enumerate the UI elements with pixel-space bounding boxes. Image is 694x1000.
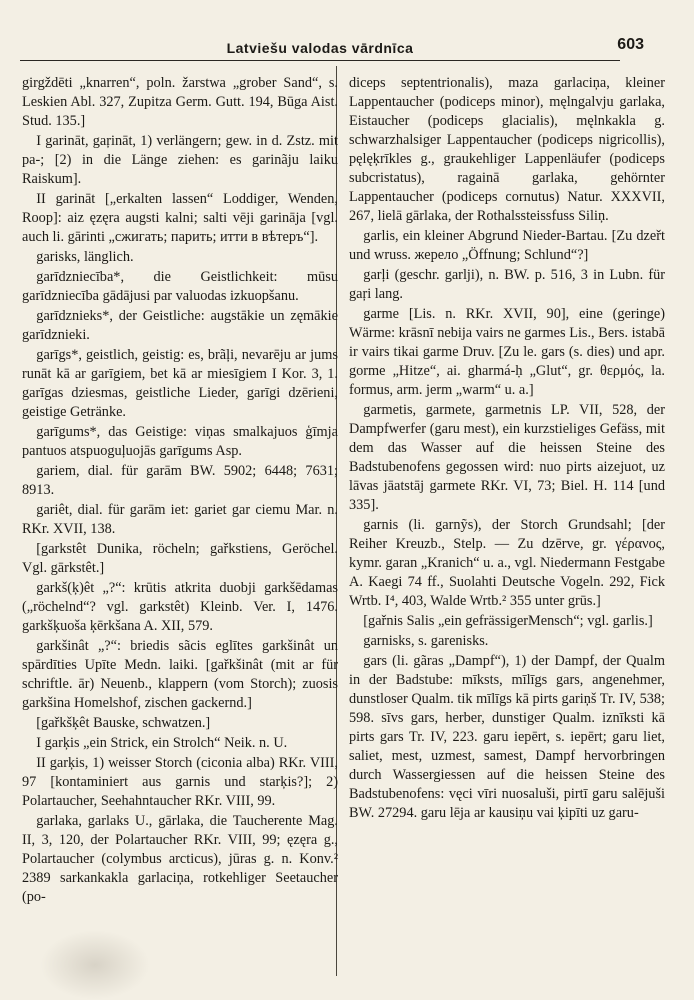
entry: garnisks, s. garenisks.	[363, 633, 489, 649]
entry: girgždēti „knarren“, poln. žarstwa „grober Sand“, s. Leskien Abl. 327, Zupitza Germ. Gutt. 194, Būga Aist. Stud. 135.]	[22, 75, 338, 129]
left-column	[22, 74, 338, 908]
entry: [garkstêt Dunika, röcheln; gařkstiens, Geröchel. Vgl. gārkstêt.]	[22, 541, 338, 576]
entry: garmetis, garmete, garmetnis LP. VII, 528, der Dampfwerfer (garu mest), ein kurzstieliges Gefäss, mit dem das Wasser auf die heissen Steine des Badstubenofens gegossen wird: nuo pirts aizejuot, uz lāvas jāatstāj garmete RKr. VI, 73; Biel. H. 114 [und 335].	[349, 402, 665, 513]
entry: [gařkšķêt Bauske, schwatzen.]	[36, 715, 211, 731]
running-title: Latviešu valodas vārdnīca	[226, 40, 414, 56]
right-column	[349, 74, 665, 824]
entry: [gařnis Salis „ein gefrässigerMensch“; vgl. garlis.]	[363, 613, 653, 629]
page-header	[20, 34, 644, 61]
entry: I garināt, gaŗināt, 1) verlängern; gew. in d. Zstz. mit pa-; [2) in die Länge ziehen: es garinãju laiku Raiskum].	[22, 133, 338, 187]
entry: garīgs*, geistlich, geistig: es, brãļi, nevarēju ar jums runāt kā ar garīgiem, bet kā ar miesīgiem I Kor. 3, 1. garīgas dziesmas, geistliche Lieder, garīgi dzērieni, geistige Getränke.	[22, 347, 338, 420]
entry: I garķis „ein Strick, ein Strolch“ Neik. n. U.	[36, 735, 288, 751]
entry: gars (li. gãras „Dampf“), 1) der Dampf, der Qualm in der Badstube: mīksts, mīlīgs gars, angenehmer, dunstloser Qualm. tik mīlīgs kā pirts gariņš Tr. IV, 538; 598. sīvs gars, herber, dunstiger Qualm. iznīksti kā pirts gars Tr. IV, 223. garu iepērt, s. iepērt; garu liet, saliet, mest, uzmest, samest, Dampf hervorbringen durch Wassergiessen auf die heissen Steine des Badstubenofens: vęci vīri nuosaluši, pirtī garu salējuši BW. 27294. garu lēja ar kausiņu vai ķipīti uz garu-	[349, 653, 665, 821]
entry: gariêt, dial. für garām iet: gariet gar ciemu Mar. n. RKr. XVII, 138.	[22, 502, 338, 537]
entry: garlaka, garlaks U., gārlaka, die Taucherente Mag. II, 3, 120, der Polartaucher RKr. VIII, 99; ęzęra g., Polartaucher (colymbus arcticus), jūras g. n. Konv.² 2389 sarkankakla garlaciņa, rotkehliger Seetaucher (po-	[22, 813, 338, 905]
entry: garīgums*, das Geistige: viņas smalkajuos ģīmja pantuos atspuoguļuojās garīgums Asp.	[22, 424, 338, 459]
entry: garlis, ein kleiner Abgrund Nieder-Bartau. [Zu dzeřt und wruss. жерело „Öffnung; Schlund“?]	[349, 228, 665, 263]
entry: gariem, dial. für garām BW. 5902; 6448; 7631; 8913.	[22, 463, 338, 498]
entry: II garināt [„erkalten lassen“ Loddiger, Wenden, Roop]: aiz ęzęra augsti kalni; salti vēji garināja [vgl. auch li. gārinti „сжигать; парить; итти в вѣтеръ“].	[22, 191, 338, 245]
entry: diceps septentrionalis), maza garlaciņa, kleiner Lappentaucher (podiceps minor), męlngalvju garlaka, Eistaucher (podiceps glacialis), męlnkakla g. schwarzhalsiger Lappentaucher (podiceps nigricollis), pęlęķrīkles g., graukehliger Lappenläufer (podiceps subcristatus), ragainā garlaka, gehörnter Lappentaucher (podiceps cornutus) Natur. XXXVII, 267, lielā gārlaka, der Rothalssteissfuss Siliņ.	[349, 75, 665, 224]
entry: garnis (li. garnỹs), der Storch Grundsahl; [der Reiher Kreuzb., Stelp. — Zu dzērve, gr. γέρανος, kymr. garan „Kranich“ u. a., vgl. Niedermann Festgabe A. Kaegi 74 ff., Suolahti Deutsche Vogeln. 292, Fick Wrtb. I⁴, 403, Walde Wrtb.² 355 unter grūs.]	[349, 517, 666, 609]
entry: garīdzniecība*, die Geistlichkeit: mūsu garīdzniecība gādājusi par valuodas izkuopšanu.	[22, 269, 338, 304]
entry: garļi (geschr. garlji), n. BW. p. 516, 3 in Lubn. für gaŗi lang.	[349, 267, 665, 302]
entry: garkš(ķ)êt „?“: krūtis atkrita duobji garkšēdamas („röchelnd“? vgl. garkstêt) Kleinb. Ver. I, 1476. garkšķuoša ķērkšana A. XII, 579.	[22, 580, 338, 634]
entry: garme [Lis. n. RKr. XVII, 90], eine (geringe) Wärme: krāsnī nebija vairs ne garmes Lis., Bers. istabā ir vairs tikai garme Druv. [Zu le. gars (s. dies) und apr. gorme „Hitze“, ai. gharmá-ḥ „Glut“, gr. θερμός, la. formus, arm. jerm „warm“ u. a.]	[349, 306, 665, 398]
paper-stain	[40, 930, 150, 1000]
entry: II garķis, 1) weisser Storch (ciconia alba) RKr. VIII, 97 [kontaminiert aus garnis und starķis?]; 2) Polartaucher, Seehahntaucher RKr. VIII, 99.	[22, 755, 338, 809]
entry: garīdznieks*, der Geistliche: augstākie un zęmākie garīdznieki.	[22, 308, 338, 343]
page-number: 603	[617, 36, 644, 53]
entry: garkšinât „?“: briedis sãcis eglītes garkšinât un spārdīties Upīte Medn. laiki. [gařkšinât (mit ar für schriftle. ār) Neuenb., klappern (vom Storch); zuosis garkšina Homelshof, zischen gackernd.]	[22, 638, 338, 711]
entry: garisks, länglich.	[36, 249, 134, 265]
